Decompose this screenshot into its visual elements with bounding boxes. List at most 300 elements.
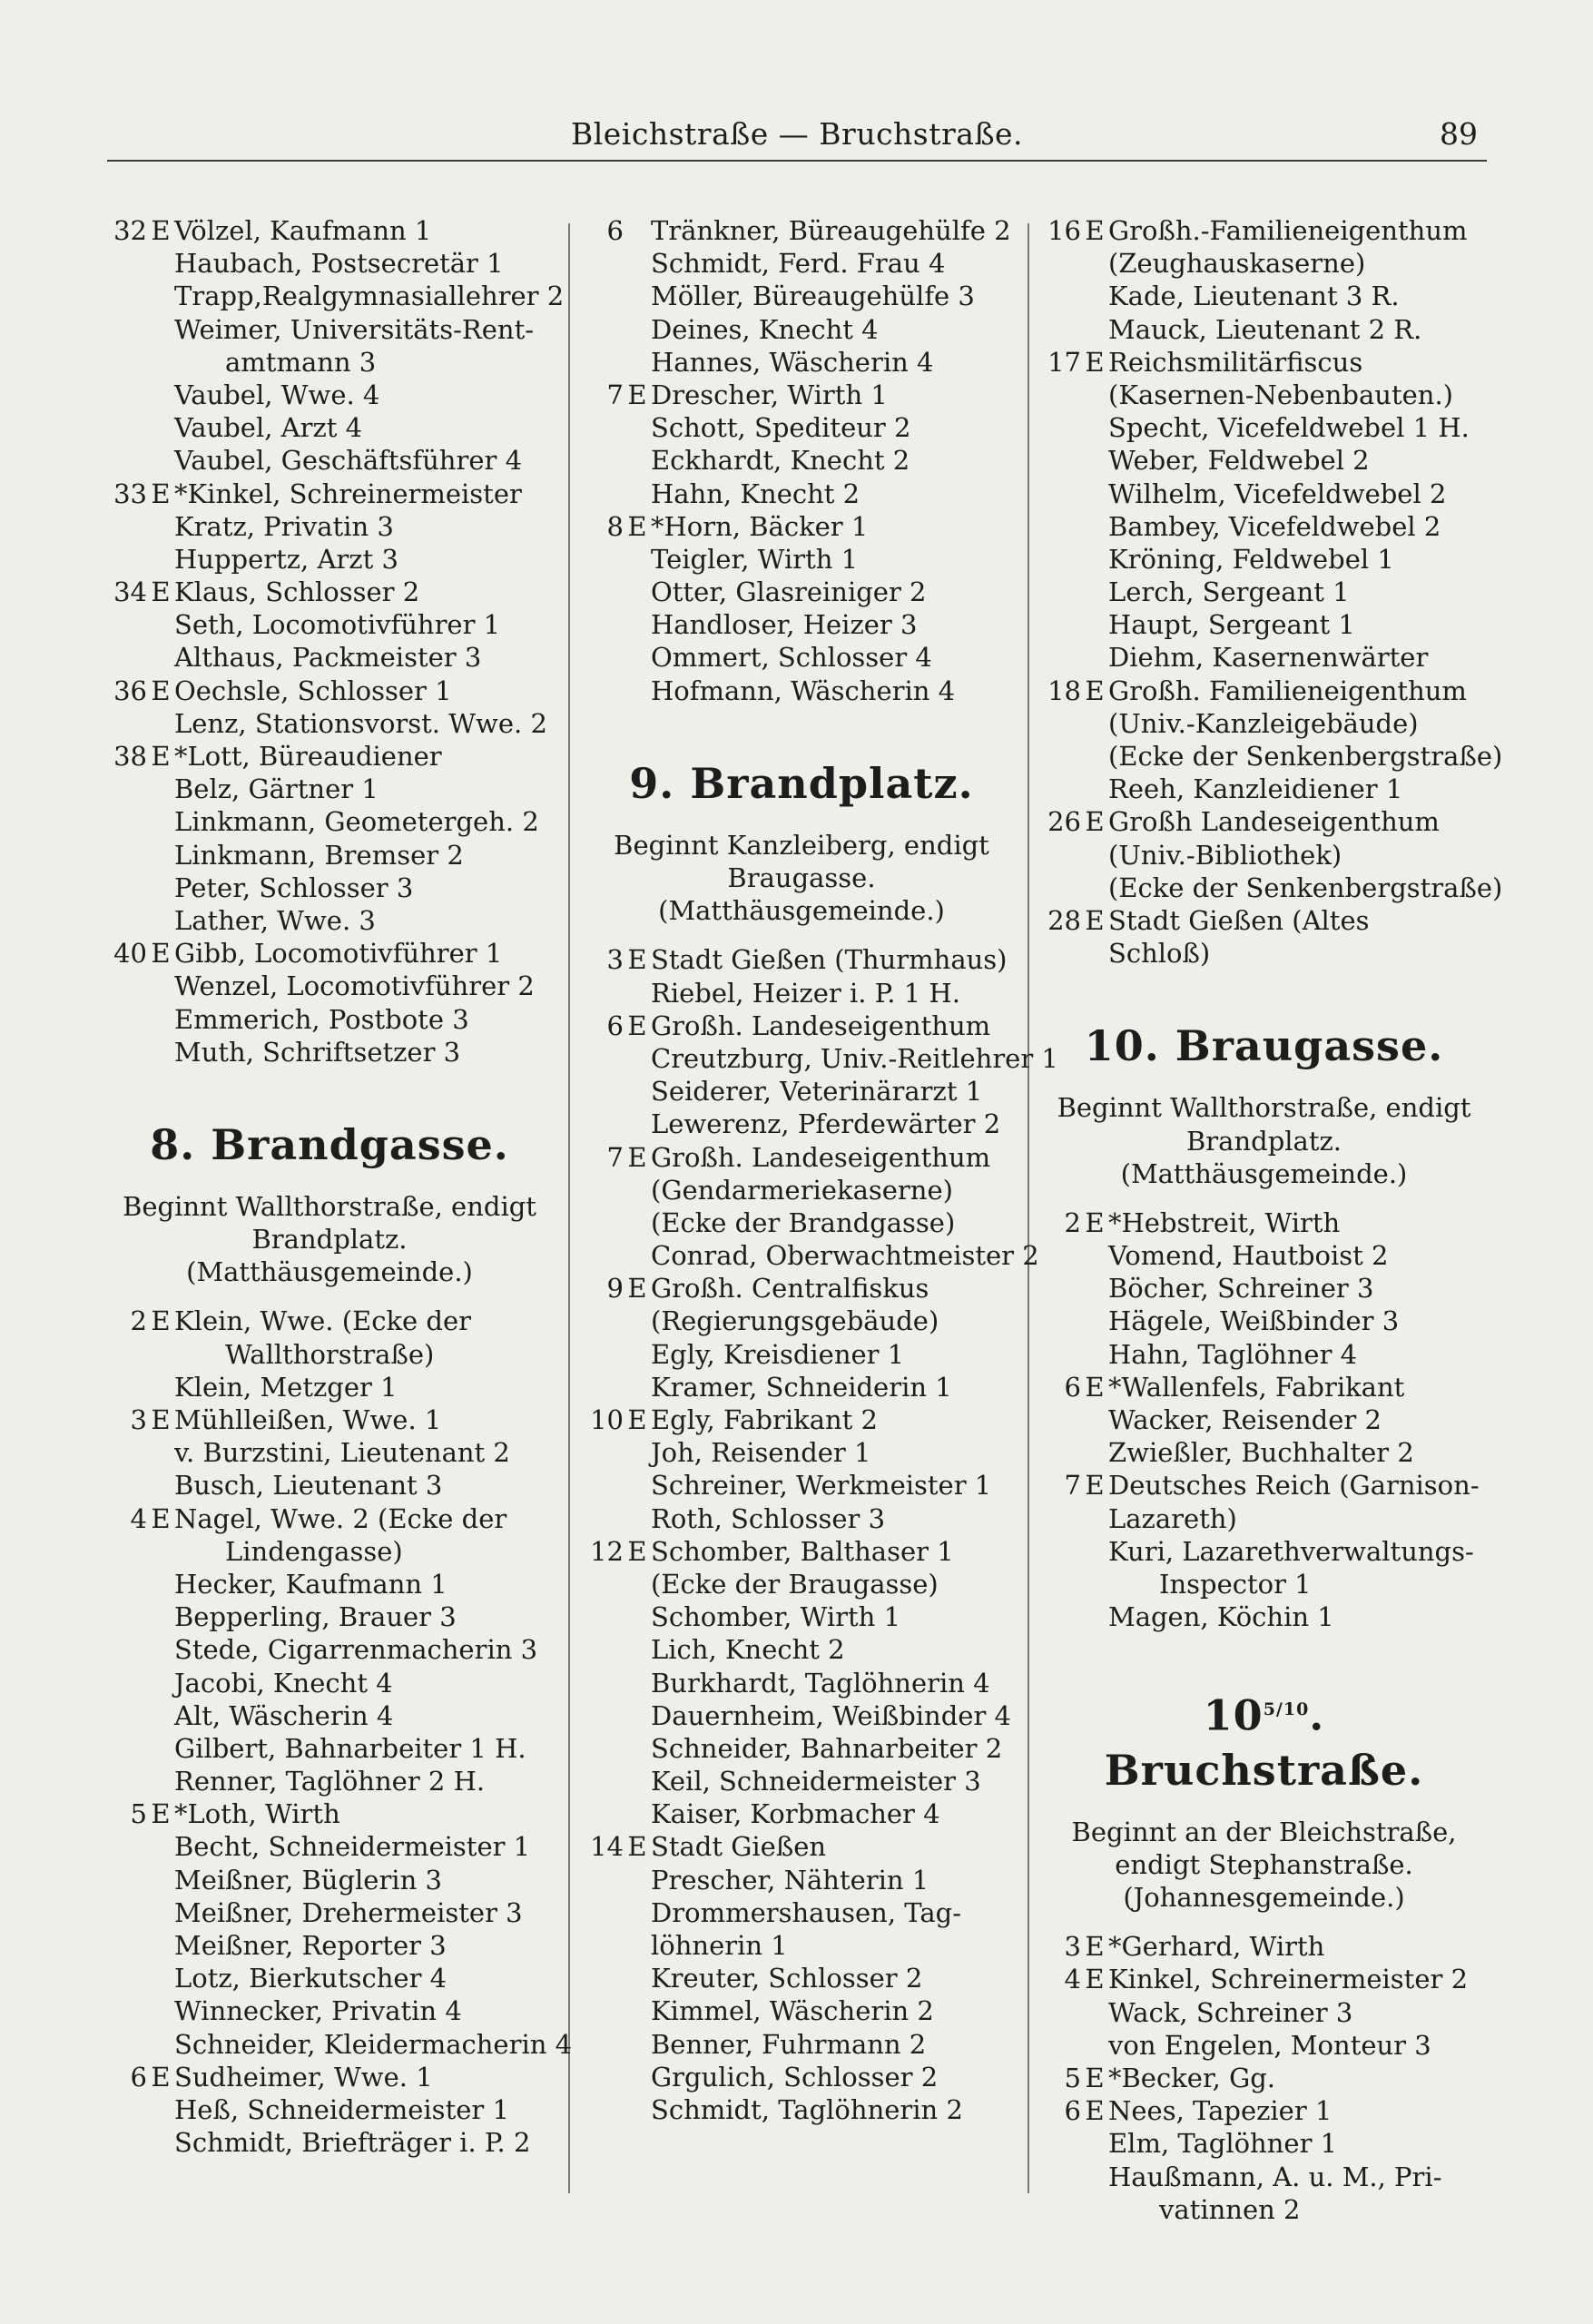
directory-entry — [107, 937, 552, 970]
owner-mark — [147, 641, 174, 674]
house-number — [107, 1568, 147, 1600]
house-number: 28 — [1047, 904, 1081, 936]
owner-mark — [624, 1371, 651, 1403]
directory-entry — [584, 1403, 1019, 1436]
owner-mark — [1081, 379, 1108, 411]
house-number — [584, 280, 624, 312]
entry-text: Vaubel, Wwe. 4 — [174, 379, 380, 410]
house-number — [1041, 1239, 1081, 1272]
entry-text: Bambey, Vicefeldwebel 2 — [1108, 510, 1441, 542]
owner-mark: E — [1085, 346, 1105, 378]
house-number — [1041, 641, 1081, 674]
entry-text: Althaus, Packmeister 3 — [174, 642, 482, 674]
entry-text: Drescher, Wirth 1 — [651, 379, 888, 410]
house-number — [584, 1108, 624, 1140]
directory-entry — [107, 247, 552, 280]
directory-entry — [1041, 510, 1487, 543]
intro-line: Brandplatz. — [1186, 1125, 1342, 1157]
house-number — [107, 1338, 147, 1371]
entry-text: Drommershausen, Tag- — [651, 1896, 962, 1928]
owner-mark — [624, 1600, 651, 1633]
directory-entry — [1041, 1371, 1487, 1403]
directory-entry — [584, 608, 1019, 641]
directory-entry — [1041, 1469, 1487, 1502]
owner-mark — [147, 773, 174, 805]
entry-text: v. Burzstini, Lieutenant 2 — [174, 1437, 510, 1469]
owner-mark — [624, 1962, 651, 1994]
house-number — [584, 2061, 624, 2093]
house-number — [1041, 1535, 1081, 1568]
directory-entry — [107, 1962, 552, 1994]
house-number — [107, 1535, 147, 1568]
owner-mark: E — [1085, 2062, 1105, 2093]
house-number — [107, 904, 147, 937]
owner-mark: E — [627, 1141, 647, 1173]
owner-mark: E — [627, 1404, 647, 1435]
entry-text: Lazareth) — [1108, 1502, 1237, 1534]
house-number: 4 — [130, 1502, 147, 1534]
entry-text: Alt, Wäscherin 4 — [174, 1699, 394, 1731]
entry-text: Heß, Schneidermeister 1 — [174, 2093, 509, 2125]
directory-entry — [107, 1929, 552, 1962]
owner-mark — [624, 1174, 651, 1206]
owner-mark — [624, 1206, 651, 1239]
owner-mark — [147, 1535, 174, 1568]
directory-entry — [1041, 313, 1487, 346]
entry-text: Burkhardt, Taglöhnerin 4 — [651, 1667, 990, 1699]
intro-line: Beginnt Kanzleiberg, endigt — [614, 829, 989, 861]
entry-text: Hahn, Knecht 2 — [651, 478, 860, 509]
owner-mark: E — [151, 1502, 171, 1534]
owner-mark: E — [151, 576, 171, 608]
owner-mark: E — [627, 379, 647, 410]
entry-text: Teigler, Wirth 1 — [651, 543, 859, 575]
house-number — [107, 2126, 147, 2159]
entry-text: Muth, Schriftsetzer 3 — [174, 1036, 461, 1068]
owner-mark — [1081, 1568, 1108, 1600]
directory-entry — [1041, 2193, 1487, 2226]
owner-mark: E — [151, 215, 171, 246]
entry-text: Meißner, Büglerin 3 — [174, 1864, 442, 1896]
owner-mark — [624, 1305, 651, 1337]
entry-text: Kinkel, Schreinermeister 2 — [1108, 1964, 1469, 1995]
directory-entry — [107, 1797, 552, 1830]
owner-mark — [1081, 1996, 1108, 2029]
entry-text: Stadt Gießen (Thurmhaus) — [651, 944, 1008, 976]
entry-text: Magen, Köchin 1 — [1108, 1601, 1334, 1633]
house-number — [584, 1699, 624, 1732]
entry-text: Handloser, Heizer 3 — [651, 609, 918, 641]
owner-mark — [624, 1108, 651, 1140]
house-number — [107, 2093, 147, 2126]
owner-mark — [624, 1338, 651, 1371]
owner-mark — [1081, 478, 1108, 510]
owner-mark — [147, 444, 174, 477]
house-number — [107, 1864, 147, 1896]
entry-text: Böcher, Schreiner 3 — [1108, 1273, 1374, 1305]
entry-text: Dauernheim, Weißbinder 4 — [651, 1699, 1011, 1731]
owner-mark — [1081, 839, 1108, 872]
owner-mark — [1081, 937, 1108, 970]
house-number — [1041, 839, 1081, 872]
entry-text: Winnecker, Privatin 4 — [174, 1995, 462, 2027]
house-number — [584, 543, 624, 576]
entry-text: Schomber, Balthaser 1 — [651, 1535, 954, 1567]
owner-mark: E — [151, 1305, 171, 1337]
house-number — [1041, 411, 1081, 444]
owner-mark — [624, 478, 651, 510]
directory-entry — [1041, 1403, 1487, 1436]
owner-mark — [624, 1896, 651, 1929]
column-1 — [107, 214, 573, 2159]
entry-text: (Ecke der Braugasse) — [651, 1568, 939, 1600]
entry-text: Wack, Schreiner 3 — [1108, 1996, 1353, 2028]
owner-mark — [147, 805, 174, 838]
directory-entry — [1041, 1568, 1487, 1600]
entry-text: Grgulich, Schlosser 2 — [651, 2061, 939, 2093]
house-number: 33 — [113, 478, 147, 509]
house-number — [1041, 2029, 1081, 2062]
directory-entry — [584, 943, 1019, 976]
directory-entry — [107, 1765, 552, 1797]
house-number: 2 — [1064, 1206, 1081, 1238]
house-number: 6 — [130, 2061, 147, 2093]
entry-text: Mühlleißen, Wwe. 1 — [174, 1404, 442, 1435]
directory-entry — [107, 1699, 552, 1732]
owner-mark — [624, 1633, 651, 1666]
directory-entry — [107, 1732, 552, 1765]
directory-entry — [107, 411, 552, 444]
house-number — [107, 608, 147, 641]
directory-entry — [107, 346, 552, 379]
directory-entry — [107, 872, 552, 904]
owner-mark — [624, 280, 651, 312]
directory-entry — [584, 576, 1019, 608]
entry-text: Bepperling, Brauer 3 — [174, 1601, 457, 1633]
owner-mark — [624, 346, 651, 379]
owner-mark — [1081, 1502, 1108, 1535]
directory-entry — [107, 1830, 552, 1863]
entry-text: Emmerich, Postbote 3 — [174, 1003, 469, 1035]
house-number — [107, 346, 147, 379]
owner-mark — [147, 346, 174, 379]
house-number — [107, 1469, 147, 1502]
house-number — [1041, 576, 1081, 608]
directory-entry — [1041, 675, 1487, 707]
entry-text: Großh.-Familieneigenthum — [1108, 215, 1468, 246]
entry-text: *Gerhard, Wirth — [1108, 1931, 1325, 1963]
directory-entry — [584, 1765, 1019, 1797]
house-number — [107, 510, 147, 543]
house-number — [584, 478, 624, 510]
owner-mark — [624, 675, 651, 707]
entries-block — [1041, 1930, 1487, 2226]
entry-text: Deutsches Reich (Garnison- — [1108, 1470, 1480, 1502]
house-number: 36 — [113, 675, 147, 706]
house-number — [584, 1206, 624, 1239]
directory-entry — [584, 641, 1019, 674]
directory-entry — [107, 1864, 552, 1896]
entry-text: Kratz, Privatin 3 — [174, 510, 394, 542]
directory-entry — [1041, 937, 1487, 970]
owner-mark: E — [1085, 904, 1105, 936]
owner-mark — [147, 1994, 174, 2027]
owner-mark — [624, 1765, 651, 1797]
house-number — [1041, 313, 1081, 346]
directory-entry — [107, 444, 552, 477]
directory-entry — [107, 839, 552, 872]
entry-text: Reichsmilitärfiscus — [1108, 346, 1363, 378]
house-number — [1041, 510, 1081, 543]
house-number — [584, 1633, 624, 1666]
owner-mark — [147, 608, 174, 641]
house-number — [584, 1765, 624, 1797]
directory-entry — [584, 1797, 1019, 1830]
house-number — [1041, 937, 1081, 970]
owner-mark — [624, 1568, 651, 1600]
owner-mark — [624, 1864, 651, 1896]
owner-mark — [1081, 444, 1108, 477]
house-number — [1041, 707, 1081, 740]
directory-entry — [1041, 1963, 1487, 1995]
section-intro — [1041, 1091, 1487, 1206]
entry-text: Haußmann, A. u. M., Pri- — [1108, 2161, 1442, 2192]
column-2 — [584, 214, 1058, 2126]
directory-entry — [1041, 904, 1487, 937]
owner-mark — [147, 1469, 174, 1502]
owner-mark — [147, 2126, 174, 2159]
owner-mark — [147, 1600, 174, 1633]
entry-text: Peter, Schlosser 3 — [174, 872, 414, 903]
entry-text: Weimer, Universitäts-Rent- — [174, 313, 535, 345]
entry-text: Prescher, Nähterin 1 — [651, 1864, 929, 1896]
house-number — [584, 2028, 624, 2061]
house-number — [584, 247, 624, 280]
header-rule — [107, 160, 1487, 162]
directory-entry — [584, 280, 1019, 312]
house-number — [107, 379, 147, 411]
directory-entry — [107, 1403, 552, 1436]
directory-entry — [584, 1042, 1058, 1075]
entry-text: Vaubel, Geschäftsführer 4 — [174, 445, 523, 477]
house-number — [107, 1371, 147, 1403]
directory-entry — [584, 1075, 1019, 1108]
entry-text: Otter, Glasreiniger 2 — [651, 576, 927, 608]
entry-text: Gibb, Locomotivführer 1 — [174, 938, 503, 970]
intro-line: Braugasse. — [727, 862, 876, 893]
owner-mark — [1081, 740, 1108, 773]
directory-entry — [584, 1174, 1019, 1206]
directory-entry — [107, 2126, 552, 2159]
entry-text: Schott, Spediteur 2 — [651, 412, 911, 444]
house-number — [584, 1896, 624, 1929]
owner-mark — [624, 1042, 651, 1075]
entry-text: Tränkner, Büreaugehülfe 2 — [651, 215, 1011, 246]
entry-text: Egly, Fabrikant 2 — [651, 1404, 878, 1435]
house-number — [584, 313, 624, 346]
entry-text: (Ecke der Senkenbergstraße) — [1108, 741, 1503, 772]
entry-text: Schneider, Bahnarbeiter 2 — [651, 1732, 1003, 1764]
entry-text: *Wallenfels, Fabrikant — [1108, 1371, 1405, 1403]
house-number: 6 — [1064, 1371, 1081, 1403]
house-number — [107, 1830, 147, 1863]
section-intro — [584, 829, 1019, 944]
owner-mark — [1081, 576, 1108, 608]
intro-line: endigt Stephanstraße. — [1115, 1848, 1413, 1880]
house-number — [584, 1436, 624, 1469]
directory-entry — [584, 510, 1019, 543]
entry-text: Möller, Büreaugehülfe 3 — [651, 281, 975, 312]
column-3 — [1041, 214, 1503, 2226]
entry-text: vatinnen 2 — [1159, 2193, 1301, 2225]
house-number — [107, 543, 147, 576]
house-number — [584, 1469, 624, 1502]
owner-mark: E — [627, 1535, 647, 1567]
owner-mark — [624, 608, 651, 641]
directory-entry — [1041, 576, 1487, 608]
entry-text: Meißner, Reporter 3 — [174, 1930, 447, 1961]
entry-text: Großh. Familieneigenthum — [1108, 675, 1467, 706]
directory-entry — [584, 1830, 1019, 1863]
entry-text: Hofmann, Wäscherin 4 — [651, 675, 956, 706]
owner-mark — [624, 1994, 651, 2027]
owner-mark — [147, 1371, 174, 1403]
house-number: 38 — [113, 741, 147, 772]
owner-mark — [1081, 1436, 1108, 1469]
owner-mark — [1081, 1239, 1108, 1272]
owner-mark: E — [627, 1831, 647, 1863]
directory-entry — [107, 1371, 552, 1403]
owner-mark — [624, 2028, 651, 2061]
directory-entry — [584, 1009, 1019, 1042]
directory-entry — [1041, 1600, 1487, 1633]
house-number: 10 — [590, 1404, 624, 1435]
house-number — [107, 805, 147, 838]
owner-mark: E — [151, 2061, 171, 2093]
owner-mark — [147, 1929, 174, 1962]
house-number — [107, 773, 147, 805]
entry-text: Deines, Knecht 4 — [651, 313, 879, 345]
title-word: . Bruchstraße. — [1104, 1690, 1424, 1795]
owner-mark — [147, 707, 174, 740]
directory-entry — [107, 1568, 552, 1600]
entry-text: Vomend, Hautboist 2 — [1108, 1240, 1389, 1272]
house-number: 17 — [1047, 346, 1081, 378]
entry-text: amtmann 3 — [225, 346, 377, 378]
owner-mark — [1081, 1600, 1108, 1633]
directory-entry — [1041, 839, 1487, 872]
entry-text: Keil, Schneidermeister 3 — [651, 1766, 981, 1797]
directory-entry — [107, 970, 552, 1002]
directory-entry — [584, 2093, 1019, 2126]
house-number — [107, 1436, 147, 1469]
owner-mark — [1081, 543, 1108, 576]
entry-text: Stadt Gießen — [651, 1831, 827, 1863]
directory-entry — [107, 2061, 552, 2093]
entry-text: Conrad, Oberwachtmeister 2 — [651, 1240, 1039, 1272]
directory-entry — [107, 1338, 552, 1371]
entries-block — [1041, 1206, 1487, 1633]
directory-entry — [1041, 641, 1487, 674]
directory-entry — [584, 2028, 1019, 2061]
directory-entry — [107, 576, 552, 608]
owner-mark — [147, 247, 174, 280]
entry-text: Großh. Centralfiskus — [651, 1273, 929, 1305]
directory-entry — [1041, 247, 1487, 280]
directory-entry — [107, 214, 552, 247]
owner-mark: E — [1085, 215, 1105, 246]
section-title: 10. Braugasse. — [1084, 1021, 1444, 1071]
owner-mark: E — [1085, 1964, 1105, 1995]
entry-text: *Lott, Büreaudiener — [174, 741, 442, 772]
owner-mark — [147, 1003, 174, 1036]
entry-text: Elm, Taglöhner 1 — [1108, 2128, 1338, 2160]
entry-text: Oechsle, Schlosser 1 — [174, 675, 452, 706]
directory-entry — [107, 2028, 573, 2061]
entry-text: Huppertz, Arzt 3 — [174, 543, 398, 575]
house-number — [1041, 247, 1081, 280]
directory-entry — [584, 1436, 1019, 1469]
entry-text: Roth, Schlosser 3 — [651, 1502, 886, 1534]
owner-mark — [147, 1864, 174, 1896]
directory-entry — [584, 1633, 1019, 1666]
owner-mark: E — [627, 944, 647, 976]
house-number — [107, 1699, 147, 1732]
title-number: 10 — [1203, 1690, 1264, 1740]
house-number: 16 — [1047, 215, 1081, 246]
owner-mark — [1081, 510, 1108, 543]
entry-text: löhnerin 1 — [651, 1930, 788, 1961]
house-number — [107, 1994, 147, 2027]
house-number — [1041, 379, 1081, 411]
directory-entry — [107, 478, 552, 510]
directory-entry — [1041, 543, 1487, 576]
house-number — [584, 608, 624, 641]
entry-text: Haubach, Postsecretär 1 — [174, 248, 504, 280]
owner-mark — [624, 1732, 651, 1765]
owner-mark — [1081, 1403, 1108, 1436]
owner-mark — [147, 313, 174, 346]
directory-entry — [584, 977, 1019, 1009]
house-number: 7 — [1064, 1470, 1081, 1502]
house-number — [107, 313, 147, 346]
house-number — [584, 1732, 624, 1765]
house-number — [107, 1732, 147, 1765]
entry-text: Lerch, Sergeant 1 — [1108, 576, 1350, 608]
house-number — [584, 1600, 624, 1633]
entry-text: Völzel, Kaufmann 1 — [174, 215, 432, 246]
entry-text: Hahn, Taglöhner 4 — [1108, 1338, 1358, 1370]
house-number — [107, 2028, 147, 2061]
entry-text: Kreuter, Schlosser 2 — [651, 1963, 923, 1994]
directory-entry — [584, 1108, 1019, 1140]
directory-entry — [1041, 707, 1487, 740]
entry-text: *Hebstreit, Wirth — [1108, 1206, 1341, 1238]
house-number — [107, 411, 147, 444]
owner-mark: E — [1085, 806, 1105, 838]
directory-entry — [1041, 1502, 1487, 1535]
directory-entry — [107, 1633, 552, 1666]
directory-entry — [1041, 346, 1487, 379]
house-number — [1041, 1568, 1081, 1600]
intro-line: (Matthäusgemeinde.) — [186, 1256, 473, 1288]
owner-mark — [624, 214, 651, 247]
entry-text: Klein, Metzger 1 — [174, 1371, 398, 1403]
entry-text: Mauck, Lieutenant 2 R. — [1108, 313, 1422, 345]
owner-mark — [624, 411, 651, 444]
directory-entry — [107, 1600, 552, 1633]
house-number — [107, 1962, 147, 1994]
